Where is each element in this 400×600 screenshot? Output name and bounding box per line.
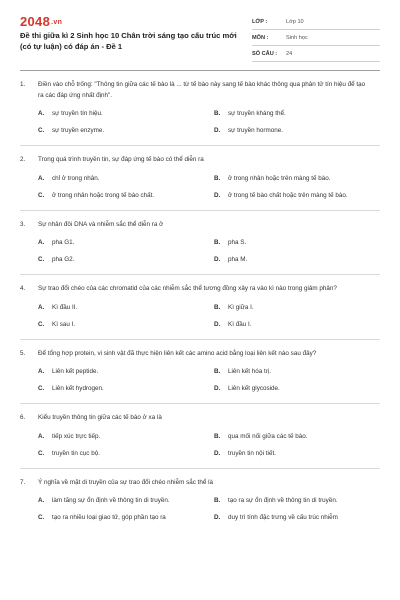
option-a[interactable] [38,367,214,376]
option-letter: D. [214,256,221,263]
option-letter: A. [38,432,45,440]
option-text: truyền tin cục bộ. [52,449,100,457]
meta-value: Sinh học [286,34,308,41]
option-text: tạo ra nhiều loại giao tử, góp phần tạo ra [52,514,166,521]
option-letter: D. [214,449,221,457]
option-letter: C. [38,256,45,263]
option-b[interactable] [214,238,390,247]
option-letter: B. [214,174,221,182]
question-separator [20,339,380,340]
question-number: 5. [20,349,26,357]
option-text: ở trong tế bào chất hoặc trên màng tế bào. [228,191,348,199]
option-letter: D. [214,127,221,134]
option-c[interactable] [38,384,214,393]
option-text: pha S. [228,239,247,246]
question-1 [20,80,380,135]
question-number: 1. [20,81,26,88]
meta-row-subject [252,30,380,46]
page-title: Đề thi giữa kì 2 Sinh học 10 Chân trời sáng tạo cấu trúc mới (có tự luận) có đáp án - Đề 1 [20,31,237,51]
option-text: Liên kết hóa trị. [228,368,272,375]
option-text: Kì đầu II. [52,303,78,311]
question-6 [20,413,380,458]
option-d[interactable] [214,255,390,264]
option-a[interactable] [38,109,214,118]
question-number: 4. [20,285,26,292]
option-letter: A. [38,497,45,504]
option-letter: D. [214,191,221,199]
option-b[interactable] [214,367,390,376]
meta-value: 24 [286,50,293,57]
option-text: qua mối nối giữa các tế bào. [228,432,308,440]
question-number: 7. [20,478,26,486]
option-text: ở trong nhân hoặc trên màng tế bào. [228,174,331,182]
option-text: chỉ ở trong nhân. [52,174,100,182]
option-letter: D. [214,320,221,328]
question-separator [20,403,380,404]
option-text: truyền tin nội tiết. [228,449,276,457]
option-letter: A. [38,110,45,117]
option-text: làm tăng sự ổn định về thông tin di truyền. [52,497,170,504]
meta-label: SỐ CÂU : [252,50,278,57]
option-letter: B. [214,497,221,504]
option-b[interactable] [214,496,390,505]
option-letter: B. [214,239,221,246]
question-number: 6. [20,414,26,421]
question-4 [20,284,380,329]
option-letter: D. [214,385,221,392]
option-d[interactable] [214,384,390,393]
option-c[interactable] [38,449,214,458]
logo-text: 2048 [20,14,51,29]
question-text: Điền vào chỗ trống: "Thông tin giữa các tế bào là ... từ tế bào này sang tế bào khác thông qua phân tử tín hiệu để tạo ra các đáp ứng nhất định". [38,81,366,99]
option-letter: C. [38,191,45,199]
option-d[interactable] [214,126,390,135]
option-c[interactable] [38,320,214,329]
logo-suffix: .vn [51,19,63,27]
option-d[interactable] [214,513,390,522]
option-text: Kì sau I. [52,320,76,328]
question-text: Trong quá trình truyền tin, sự đáp ứng tế bào có thể diễn ra [38,156,204,163]
option-b[interactable] [214,303,390,312]
option-letter: A. [38,239,45,246]
option-text: ở trong nhân hoặc trong tế bào chất. [52,191,155,199]
option-letter: A. [38,368,45,375]
option-b[interactable] [214,174,390,183]
option-letter: B. [214,110,221,117]
site-logo[interactable] [20,14,62,29]
header-divider [20,70,380,71]
option-text: sự truyền kháng thể. [228,110,286,117]
question-separator [20,145,380,146]
meta-label: LỚP : [252,18,268,25]
option-text: Liên kết hydrogen. [52,385,104,392]
question-5 [20,349,380,394]
option-text: Kì đầu I. [228,320,252,328]
meta-label: MÔN : [252,34,269,41]
question-text: Sự trao đổi chéo của các chromatid của các nhiễm sắc thể tương đồng xảy ra vào kì nào trong giảm phân? [38,285,337,292]
question-number: 3. [20,220,26,228]
option-letter: C. [38,320,45,328]
document-header [0,0,400,66]
option-a[interactable] [38,303,214,312]
question-separator [20,468,380,469]
option-c[interactable] [38,513,214,522]
question-7 [20,478,380,523]
option-c[interactable] [38,191,214,200]
option-text: tạo ra sự ổn định về thông tin di truyền. [228,497,338,504]
option-text: pha G1. [52,239,75,246]
option-letter: B. [214,368,221,375]
option-text: Liên kết peptide. [52,368,99,375]
option-d[interactable] [214,449,390,458]
meta-row-class [252,14,380,30]
meta-row-count [252,46,380,62]
question-separator [20,210,380,211]
option-letter: C. [38,127,45,134]
option-letter: C. [38,514,45,521]
option-text: Kì giữa I. [228,303,254,311]
option-letter: C. [38,385,45,392]
option-letter: D. [214,514,221,521]
option-text: pha M. [228,256,248,263]
option-letter: B. [214,303,221,311]
option-b[interactable] [214,432,390,441]
option-letter: B. [214,432,221,440]
option-b[interactable] [214,109,390,118]
option-a[interactable] [38,174,214,183]
option-a[interactable] [38,432,214,441]
option-d[interactable] [214,191,390,200]
option-letter: C. [38,449,45,457]
question-text: Sự nhân đôi DNA và nhiễm sắc thể diễn ra ở [38,220,164,228]
option-a[interactable] [38,496,214,505]
question-2 [20,155,380,200]
option-text: sự truyền hormone. [228,127,283,134]
option-text: sự truyền tín hiệu. [52,110,103,117]
option-letter: A. [38,174,45,182]
document-meta [252,14,380,62]
option-text: pha G2. [52,256,75,263]
question-3 [20,220,380,265]
question-text: Để tổng hợp protein, vi sinh vật đã thực hiện liên kết các amino acid bằng loại liên kết nào sau đây? [38,349,317,357]
option-text: tiếp xúc trực tiếp. [52,432,101,440]
meta-value: Lớp 10 [286,18,304,25]
option-c[interactable] [38,126,214,135]
option-c[interactable] [38,255,214,264]
option-d[interactable] [214,320,390,329]
option-a[interactable] [38,238,214,247]
question-text: Ý nghĩa về mặt di truyền của sự trao đổi chéo nhiễm sắc thể là [38,478,214,486]
option-text: duy trì tính đặc trưng về cấu trúc nhiễm [228,514,338,521]
question-number: 2. [20,156,26,163]
option-text: sự truyền enzyme. [52,127,105,134]
question-text: Kiểu truyền thông tin giữa các tế bào ở xa là [38,414,162,421]
question-separator [20,274,380,275]
option-text: Liên kết glycoside. [228,385,280,392]
question-list [0,80,400,522]
option-letter: A. [38,303,45,311]
